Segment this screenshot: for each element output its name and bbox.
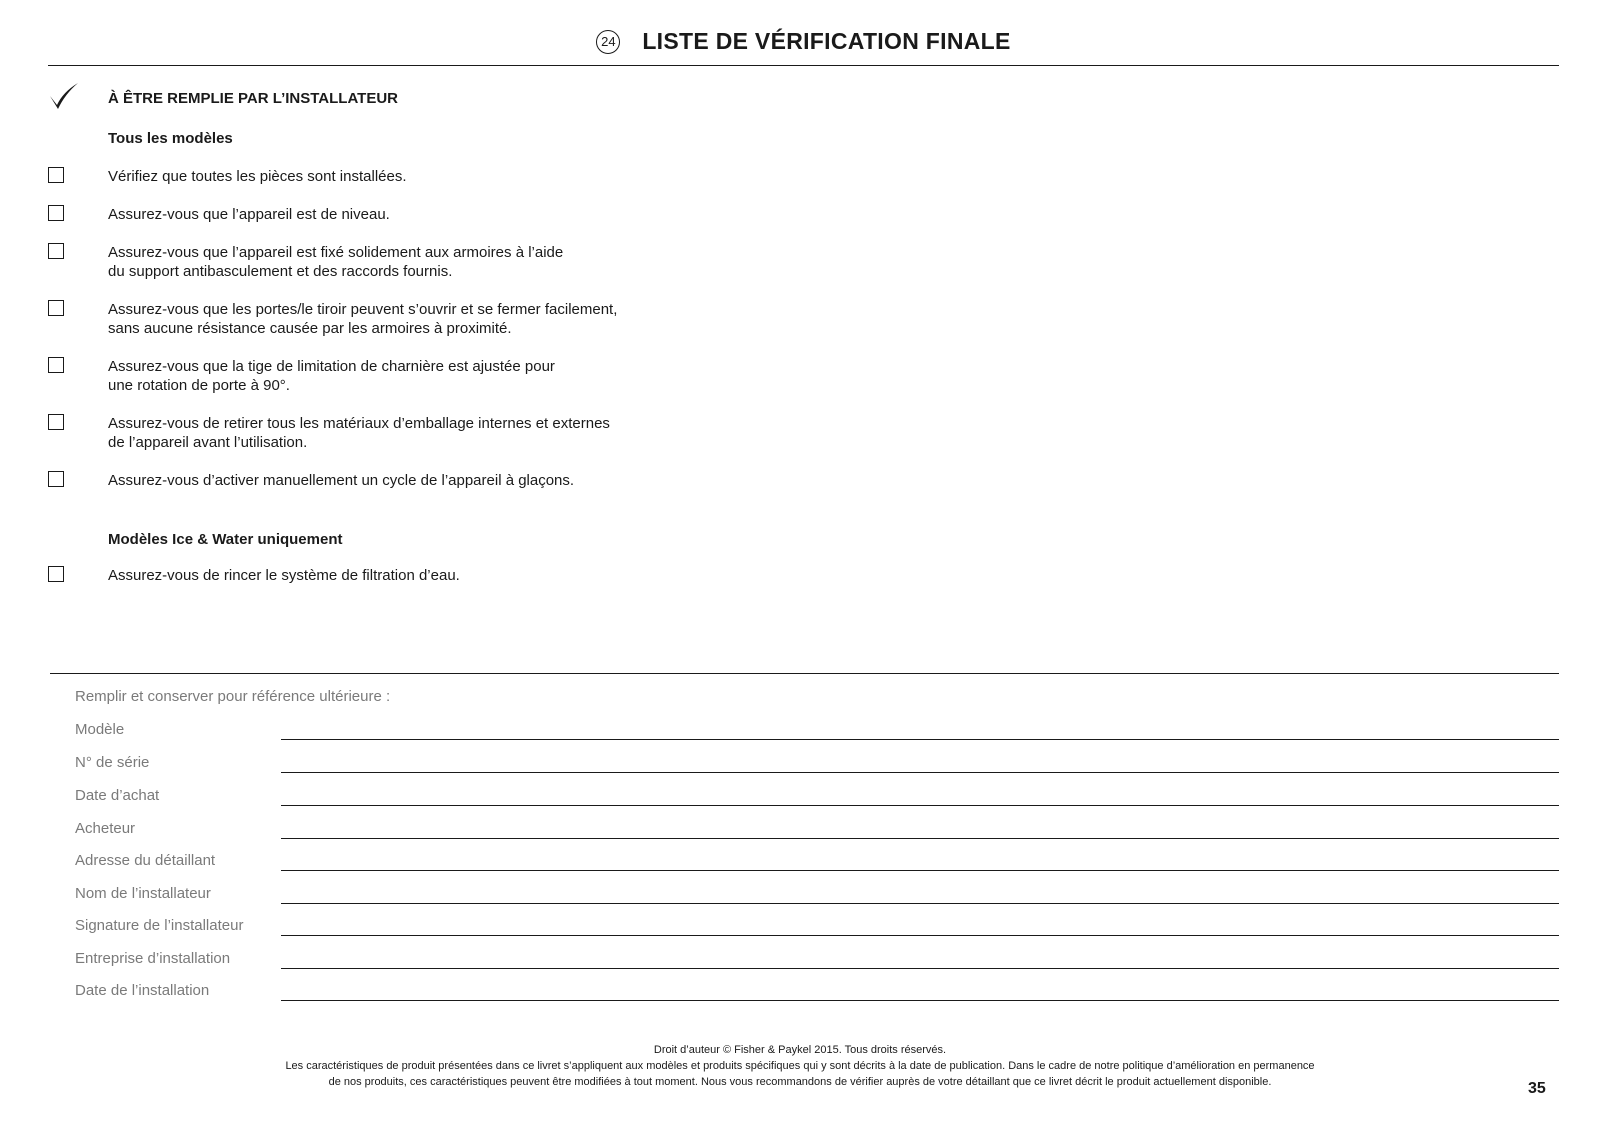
- checklist-item-text: Assurez-vous de retirer tous les matériaux d’emballage internes et externes de l’appareil avant l’utilisation.: [108, 415, 610, 451]
- field-line[interactable]: [281, 968, 1559, 969]
- page-title: LISTE DE VÉRIFICATION FINALE: [642, 28, 1011, 54]
- section-divider: [50, 673, 1559, 674]
- checkbox[interactable]: [48, 205, 64, 221]
- checkmark-icon: [48, 80, 80, 112]
- record-field-installer-signature: [75, 917, 1559, 937]
- record-field-purchase-date: [75, 787, 1559, 807]
- checkbox[interactable]: [48, 243, 64, 259]
- copyright-text: Droit d’auteur © Fisher & Paykel 2015. Tous droits réservés.: [653, 1044, 947, 1056]
- page-header: [48, 28, 1559, 66]
- field-label: Adresse du détaillant: [75, 852, 216, 869]
- record-field-model: [75, 721, 1559, 741]
- checkbox[interactable]: [48, 471, 64, 487]
- field-label: Date d’achat: [75, 787, 160, 804]
- field-line[interactable]: [281, 870, 1559, 871]
- field-label: Modèle: [75, 721, 125, 738]
- all-models-title: Tous les modèles: [108, 130, 233, 147]
- field-line[interactable]: [281, 805, 1559, 806]
- field-label: Nom de l’installateur: [75, 885, 211, 902]
- record-field-installation-company: [75, 950, 1559, 970]
- field-line[interactable]: [281, 903, 1559, 904]
- record-field-installer-name: [75, 885, 1559, 905]
- checklist-item-text: Assurez-vous que l’appareil est de niveau.: [108, 206, 390, 223]
- record-field-buyer: [75, 820, 1559, 840]
- field-label: Signature de l’installateur: [75, 917, 244, 934]
- checklist-item-text: Assurez-vous d’activer manuellement un cycle de l’appareil à glaçons.: [108, 472, 575, 489]
- checkbox[interactable]: [48, 414, 64, 430]
- checklist-item-text: Vérifiez que toutes les pièces sont installées.: [108, 168, 407, 185]
- field-line[interactable]: [281, 1000, 1559, 1001]
- installer-heading: À ÊTRE REMPLIE PAR L’INSTALLATEUR: [108, 90, 399, 107]
- page-number: 35: [1528, 1080, 1546, 1097]
- ice-water-title: Modèles Ice & Water uniquement: [108, 531, 343, 548]
- field-line[interactable]: [281, 772, 1559, 773]
- checklist-item-text: Assurez-vous que la tige de limitation de charnière est ajustée pour une rotation de porte à 90°.: [108, 358, 555, 394]
- disclaimer-line: de nos produits, ces caractéristiques peuvent être modifiées à tout moment. Nous vous recommandons de vérifier auprès de votre détaillant que ce livret décrit le produit actuellement disponible.: [328, 1076, 1272, 1088]
- disclaimer-line: Les caractéristiques de produit présentées dans ce livret s’appliquent aux modèles et produits spécifiques qui y sont décrits à la date de publication. Dans le cadre de notre politique d’amélioration en permanence: [285, 1060, 1315, 1072]
- checklist-item-text: Assurez-vous que l’appareil est fixé solidement aux armoires à l’aide du support antibasculement et des raccords fournis.: [108, 244, 564, 280]
- field-line[interactable]: [281, 935, 1559, 936]
- footer: [150, 1042, 1450, 1090]
- field-label: Date de l’installation: [75, 982, 210, 999]
- field-label: Acheteur: [75, 820, 136, 837]
- field-label: Entreprise d’installation: [75, 950, 231, 967]
- checklist-item-text: Assurez-vous que les portes/le tiroir peuvent s’ouvrir et se fermer facilement, sans aucune résistance causée par les armoires à proximité.: [108, 301, 618, 337]
- checkbox[interactable]: [48, 300, 64, 316]
- field-label: N° de série: [75, 754, 150, 771]
- record-field-installation-date: [75, 982, 1559, 1002]
- checkbox[interactable]: [48, 357, 64, 373]
- checkbox[interactable]: [48, 167, 64, 183]
- record-field-dealer-address: [75, 852, 1559, 872]
- field-line[interactable]: [281, 739, 1559, 740]
- record-field-serial: [75, 754, 1559, 774]
- step-number-badge: 24: [596, 30, 620, 54]
- checkbox[interactable]: [48, 566, 64, 582]
- checklist-item-text: Assurez-vous de rincer le système de filtration d’eau.: [108, 567, 460, 584]
- record-intro: Remplir et conserver pour référence ultérieure :: [75, 688, 391, 705]
- field-line[interactable]: [281, 838, 1559, 839]
